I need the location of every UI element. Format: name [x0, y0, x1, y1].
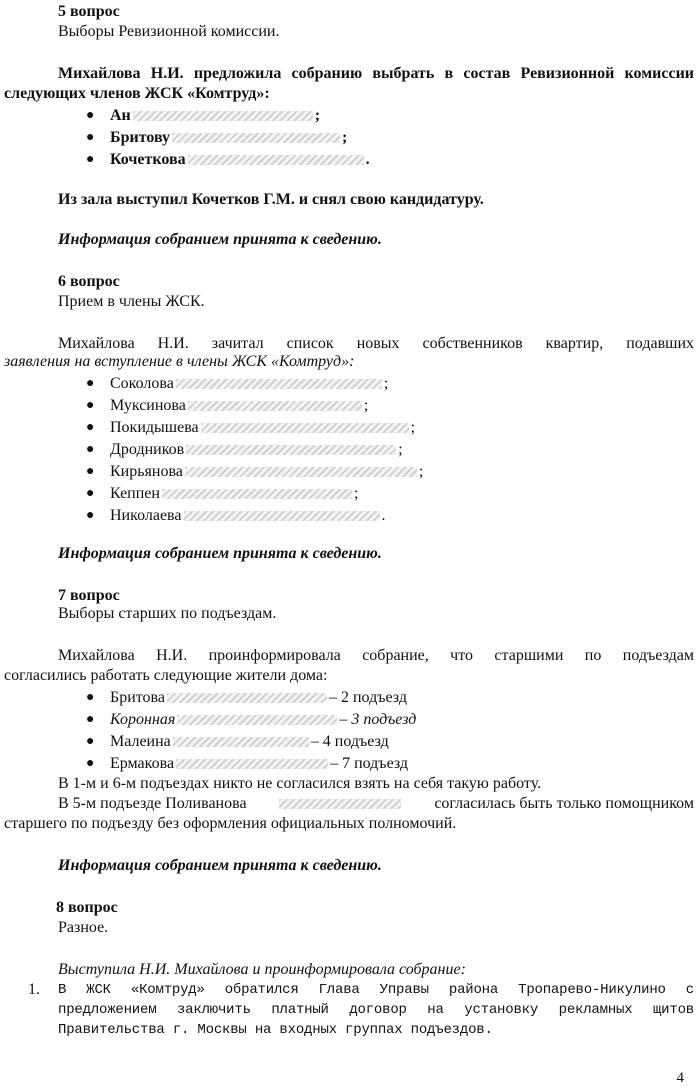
- redacted-text: [185, 467, 417, 477]
- redacted-text: [172, 133, 340, 143]
- member-name: Муксинова: [110, 397, 186, 414]
- member-name: Соколова: [110, 375, 174, 392]
- q8-item-line2: предложением заключить платный договор на установку рекламных щитов: [58, 1002, 694, 1018]
- q7-member-3: [110, 732, 389, 752]
- q5-topic: Выборы Ревизионной комиссии.: [58, 23, 280, 40]
- q6-member-5: [110, 462, 423, 482]
- member-suffix: .: [365, 151, 370, 168]
- q7-topic: Выборы старших по подъездам.: [58, 605, 277, 622]
- q7-resolution: Информация собранием принята к сведению.: [58, 857, 382, 874]
- q5-floor-statement: Из зала выступил Кочетков Г.М. и снял свою кандидатуру.: [58, 191, 484, 208]
- q5-heading: 5 вопрос: [58, 3, 120, 20]
- member-name: Кирьянова: [110, 463, 183, 480]
- q8-intro: Выступила Н.И. Михайлова и проинформировала собрание:: [58, 961, 466, 978]
- page-number: 4: [676, 1070, 684, 1086]
- member-suffix: ;: [418, 463, 424, 480]
- member-suffix: ;: [363, 397, 369, 414]
- redacted-text: [186, 445, 396, 455]
- member-name: Дродников: [110, 441, 185, 458]
- q8-topic: Разное.: [58, 919, 109, 936]
- q6-member-3: [110, 418, 415, 438]
- q5-intro-line1: Михайлова Н.И. предложила собранию выбрать в состав Ревизионной комиссии: [58, 65, 694, 82]
- bullet-icon: ●: [86, 464, 95, 479]
- member-suffix: – 7 подъезд: [330, 755, 409, 772]
- bullet-icon: ●: [86, 420, 95, 435]
- q6-member-1: [110, 374, 388, 394]
- member-suffix: ;: [410, 419, 416, 436]
- note2-end: согласилась быть только помощником: [434, 795, 694, 812]
- bullet-icon: ●: [86, 376, 95, 391]
- q6-member-4: [110, 440, 403, 460]
- q5-resolution: Информация собранием принята к сведению.: [58, 231, 382, 248]
- q8-heading: 8 вопрос: [56, 899, 118, 916]
- member-suffix: ;: [353, 485, 359, 502]
- q7-member-1: [110, 688, 407, 708]
- redacted-text: [173, 737, 309, 747]
- redacted-text: [188, 155, 364, 165]
- q6-intro-line2: заявления на вступление в члены ЖСК «Комтруд»:: [4, 353, 355, 370]
- redacted-text: [184, 511, 380, 521]
- q7-member-2: [110, 710, 416, 730]
- bullet-icon: ●: [86, 734, 95, 749]
- q5-member-3: [110, 150, 370, 170]
- redacted-text: [133, 111, 313, 121]
- bullet-icon: ●: [86, 442, 95, 457]
- member-name: Коронная: [110, 711, 176, 728]
- q7-note2: [58, 794, 694, 814]
- member-name: Покидышева: [110, 419, 199, 436]
- redacted-text: [279, 799, 401, 809]
- q6-member-6: [110, 484, 358, 504]
- member-suffix: ;: [398, 441, 403, 458]
- q8-item-line3: Правительства г. Москвы на входных группах подъездов.: [58, 1022, 493, 1038]
- redacted-text: [188, 401, 362, 411]
- redacted-text: [162, 489, 352, 499]
- q7-heading: 7 вопрос: [58, 587, 120, 604]
- q6-resolution: Информация собранием принята к сведению.: [58, 545, 382, 562]
- bullet-icon: ●: [86, 152, 95, 167]
- q7-note1: В 1-м и 6-м подъездах никто не согласился взять на себя такую работу.: [58, 775, 542, 792]
- redacted-text: [176, 759, 328, 769]
- q8-item-line1: В ЖСК «Комтруд» обратился Глава Управы района Тропарево-Никулино с: [58, 982, 694, 998]
- member-name: Ермакова: [110, 755, 175, 772]
- member-name: Малеина: [110, 733, 171, 750]
- member-suffix: .: [381, 507, 386, 524]
- bullet-icon: ●: [86, 508, 95, 523]
- member-name: Бритову: [110, 129, 171, 146]
- redacted-text: [167, 693, 327, 703]
- q7-member-4: [110, 754, 408, 774]
- redacted-text: [177, 715, 337, 725]
- bullet-icon: ●: [86, 108, 95, 123]
- bullet-icon: ●: [86, 756, 95, 771]
- q6-intro-line1: Михайлова Н.И. зачитал список новых собственников квартир, подавших: [58, 335, 694, 352]
- bullet-icon: ●: [86, 398, 95, 413]
- q5-intro-line2: следующих членов ЖСК «Комтруд»:: [4, 85, 270, 102]
- redacted-text: [176, 379, 382, 389]
- q7-note2-line2: старшего по подъезду без оформления официальных полномочий.: [4, 815, 457, 832]
- q5-member-2: [110, 128, 347, 148]
- member-suffix: ;: [314, 107, 321, 124]
- q6-topic: Прием в члены ЖСК.: [58, 293, 205, 310]
- q5-member-1: [110, 106, 320, 126]
- q7-intro-line1: Михайлова Н.И. проинформировала собрание, что старшими по подъездам: [58, 647, 694, 664]
- member-name: Николаева: [110, 507, 182, 524]
- member-name: Ан: [110, 107, 131, 124]
- member-suffix: ;: [383, 375, 389, 392]
- member-suffix: – 3 подъезд: [339, 711, 417, 728]
- q7-intro-line2: согласились работать следующие жители дома:: [4, 667, 328, 684]
- member-name: Кочеткова: [110, 151, 186, 168]
- member-suffix: – 2 подъезд: [328, 689, 407, 706]
- bullet-icon: ●: [86, 690, 95, 705]
- member-suffix: ;: [342, 129, 348, 146]
- bullet-icon: ●: [86, 712, 95, 727]
- bullet-icon: ●: [86, 486, 95, 501]
- q8-item-number: 1.: [28, 981, 40, 998]
- q6-member-2: [110, 396, 368, 416]
- bullet-icon: ●: [86, 130, 95, 145]
- member-name: Бритова: [110, 689, 165, 706]
- q6-member-7: [110, 506, 386, 526]
- member-name: Кеппен: [110, 485, 160, 502]
- q6-heading: 6 вопрос: [58, 273, 120, 290]
- note2-start: В 5-м подъезде Поливанова: [58, 795, 247, 812]
- member-suffix: – 4 подъезд: [310, 733, 389, 750]
- redacted-text: [201, 423, 409, 433]
